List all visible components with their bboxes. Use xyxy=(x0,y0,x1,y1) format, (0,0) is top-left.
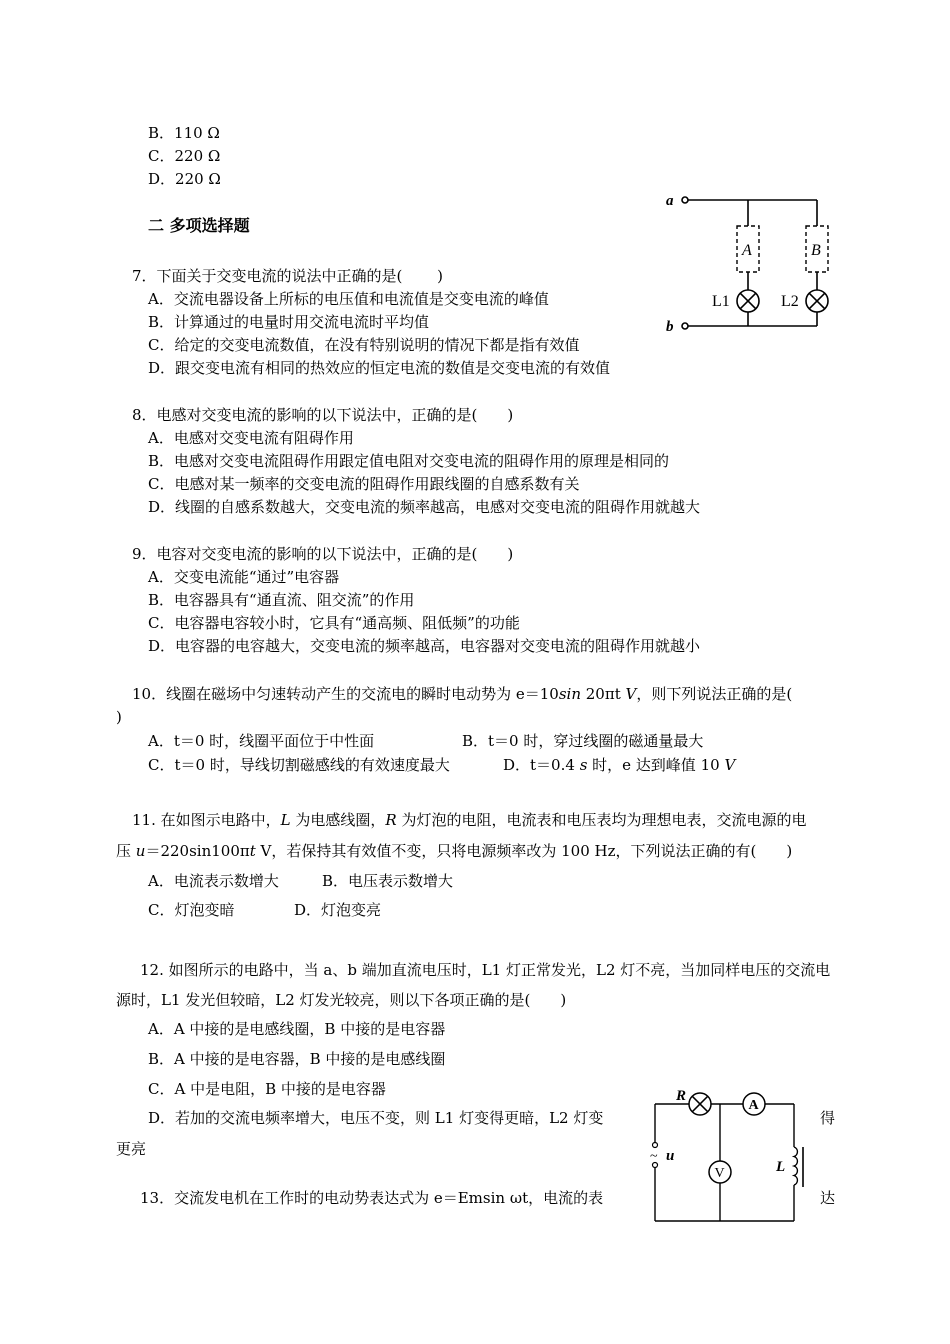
q8-stem: 8．电感对交变电流的影响的以下说法中，正确的是( ) xyxy=(132,406,514,424)
terminal-a-label: a xyxy=(666,193,674,209)
q7-option-c: C．给定的交变电流数值，在没有特别说明的情况下都是指有效值 xyxy=(148,336,580,354)
q7-option-a: A．交流电器设备上所标的电压值和电流值是交变电流的峰值 xyxy=(148,290,549,308)
option-b-prev: B．110 Ω xyxy=(148,124,220,142)
lamp-l1-label: L1 xyxy=(712,293,730,310)
q11-option-b: B．电压表示数增大 xyxy=(322,872,454,890)
circuit-diagram-rl xyxy=(640,1085,815,1230)
q11-stem-line2: 压 u＝220sin100πt V，若保持其有效值不变，只将电源频率改为 100 Hz，下列说法正确的有( ) xyxy=(116,842,793,860)
voltmeter-label: V xyxy=(714,1166,725,1181)
q11-option-c: C．灯泡变暗 xyxy=(148,901,235,919)
q10-stem: 10．线圈在磁场中匀速转动产生的交流电的瞬时电动势为 e＝10sin 20πt V，则下列说法正确的是( xyxy=(132,685,793,703)
option-d-prev: D．220 Ω xyxy=(148,170,221,188)
q9-option-d: D．电容器的电容越大，交变电流的频率越高，电容器对交变电流的阻碍作用就越小 xyxy=(148,637,701,655)
box-b-label: B xyxy=(811,242,821,259)
q7-option-b: B．计算通过的电量时用交流电流时平均值 xyxy=(148,313,430,331)
q10-option-d: D．t＝0.4 s 时，e 达到峰值 10 V xyxy=(503,756,736,774)
q11-stem-line1: 11. 在如图示电路中，L 为电感线圈，R 为灯泡的电阻，电流表和电压表均为理想电表，交流电源的电 xyxy=(132,811,807,829)
q11-option-a: A．电流表示数增大 xyxy=(148,872,279,890)
q10-option-c: C．t＝0 时，导线切割磁感线的有效速度最大 xyxy=(148,756,450,774)
q12-option-c: C．A 中是电阻，B 中接的是电容器 xyxy=(148,1080,386,1098)
lamp-l1-icon xyxy=(737,290,759,312)
q10-stem-close: ) xyxy=(116,708,122,726)
box-a-label: A xyxy=(742,242,752,259)
q7-stem: 7．下面关于交变电流的说法中正确的是( ) xyxy=(132,267,444,285)
q10-option-a: A．t＝0 时，线圈平面位于中性面 xyxy=(148,732,375,750)
lamp-l2-label: L2 xyxy=(781,293,799,310)
q12-option-d-line2: 更亮 xyxy=(116,1140,147,1158)
source-terminal-top xyxy=(653,1143,658,1148)
section-title: 二 多项选择题 xyxy=(148,216,250,235)
q13-stem-line1: 13．交流发电机在工作时的电动势表达式为 e＝Emsin ωt，电流的表 xyxy=(140,1189,604,1207)
q12-stem-line2: 源时，L1 发光但较暗，L2 灯发光较亮，则以下各项正确的是( ) xyxy=(116,991,567,1009)
resistor-r-label: R xyxy=(676,1088,687,1104)
option-c-prev: C．220 Ω xyxy=(148,147,221,165)
ammeter-label: A xyxy=(748,1098,759,1113)
lamp-l2-icon xyxy=(806,290,828,312)
q12-option-a: A．A 中接的是电感线圈，B 中接的是电容器 xyxy=(148,1020,446,1038)
q12-option-b: B．A 中接的是电容器，B 中接的是电感线圈 xyxy=(148,1050,446,1068)
q13-stem-tail: 达 xyxy=(820,1189,836,1207)
q12-option-d-tail: 得 xyxy=(820,1109,836,1127)
source-u-label: u xyxy=(666,1148,675,1164)
q12-stem-line1: 12. 如图所示的电路中，当 a、b 端加直流电压时，L1 灯正常发光，L2 灯不亮，当加同样电压的交流电 xyxy=(140,961,831,979)
terminal-b-label: b xyxy=(666,319,674,335)
q9-stem: 9．电容对交变电流的影响的以下说法中，正确的是( ) xyxy=(132,545,514,563)
inductor-l-label: L xyxy=(776,1159,786,1175)
circuit-diagram-ab xyxy=(660,188,840,338)
source-tilde-icon: ~ xyxy=(650,1149,658,1164)
q9-option-c: C．电容器电容较小时，它具有“通高频、阻低频”的功能 xyxy=(148,614,520,632)
q9-option-b: B．电容器具有“通直流、阻交流”的作用 xyxy=(148,591,415,609)
lamp-r-icon xyxy=(689,1093,711,1115)
q12-option-d-line1: D．若加的交流电频率增大，电压不变，则 L1 灯变得更暗，L2 灯变 xyxy=(148,1109,604,1127)
q9-option-a: A．交变电流能“通过”电容器 xyxy=(148,568,340,586)
q8-option-d: D．线圈的自感系数越大，交变电流的频率越高，电感对交变电流的阻碍作用就越大 xyxy=(148,498,701,516)
q8-option-c: C．电感对某一频率的交变电流的阻碍作用跟线圈的自感系数有关 xyxy=(148,475,580,493)
q8-option-a: A．电感对交变电流有阻碍作用 xyxy=(148,429,354,447)
q8-option-b: B．电感对交变电流阻碍作用跟定值电阻对交变电流的阻碍作用的原理是相同的 xyxy=(148,452,670,470)
q11-option-d: D．灯泡变亮 xyxy=(294,901,382,919)
q7-option-d: D．跟交变电流有相同的热效应的恒定电流的数值是交变电流的有效值 xyxy=(148,359,611,377)
q10-option-b: B．t＝0 时，穿过线圈的磁通量最大 xyxy=(462,732,704,750)
